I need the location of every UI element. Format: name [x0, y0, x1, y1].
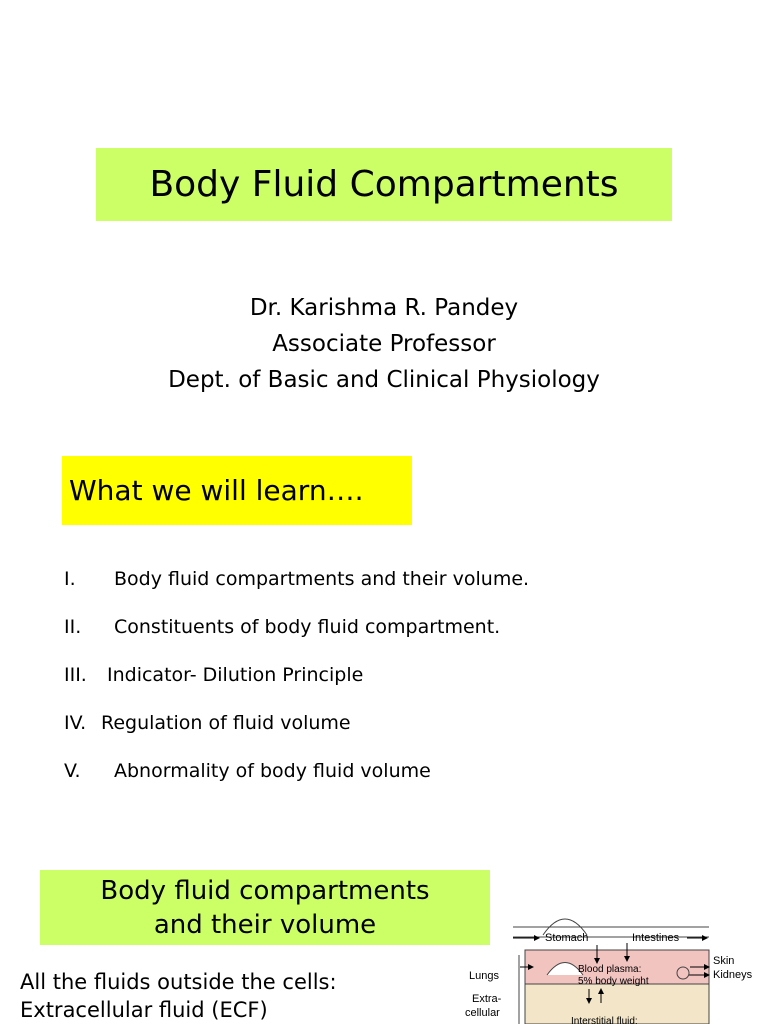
title-box [96, 148, 672, 221]
section-heading-line2: and their volume [153, 909, 377, 940]
ecf-text-line2: Extracellular fluid (ECF) [20, 998, 268, 1022]
kidneys-label: Kidneys [713, 969, 753, 981]
ecf-text [20, 968, 337, 1024]
author-department: Dept. of Basic and Clinical Physiology [168, 367, 600, 393]
lungs-label: Lungs [469, 970, 499, 982]
learn-heading-box [62, 456, 412, 525]
extracellular-label-line2: cellular [465, 1007, 500, 1019]
list-item-text: Regulation of fluid volume [101, 712, 351, 734]
list-item-number: V. [64, 760, 81, 782]
skin-label: Skin [713, 955, 735, 967]
ecf-text-line1: All the fluids outside the cells: [20, 970, 337, 994]
author-position: Associate Professor [272, 331, 496, 357]
slide-title: Body Fluid Compartments [149, 164, 619, 205]
list-item-number: IV. [64, 712, 87, 734]
learn-heading: What we will learn…. [69, 474, 364, 507]
list-item-text: Abnormality of body fluid volume [114, 760, 431, 782]
interstitial-label: Interstitial fluid: [571, 1016, 638, 1024]
intestines-label: Intestines [632, 932, 680, 944]
list-item-text: Constituents of body fluid compartment. [114, 616, 501, 638]
list-item-text: Body fluid compartments and their volume. [114, 568, 530, 590]
list-item-text: Indicator- Dilution Principle [107, 664, 364, 686]
list-item-number: I. [64, 568, 76, 590]
section-heading-line1: Body fluid compartments [100, 875, 430, 906]
plasma-label-line1: Blood plasma: [578, 964, 642, 975]
stomach-label: Stomach [545, 932, 589, 944]
list-item-number: II. [64, 616, 82, 638]
plasma-label-line2: 5% body weight [578, 976, 649, 987]
author-block [0, 290, 768, 398]
section-heading-box [40, 870, 490, 945]
list-item-number: III. [64, 664, 87, 686]
extracellular-label-line1: Extra- [472, 993, 502, 1005]
author-name: Dr. Karishma R. Pandey [249, 295, 519, 321]
fluid-compartment-diagram [455, 905, 768, 1024]
